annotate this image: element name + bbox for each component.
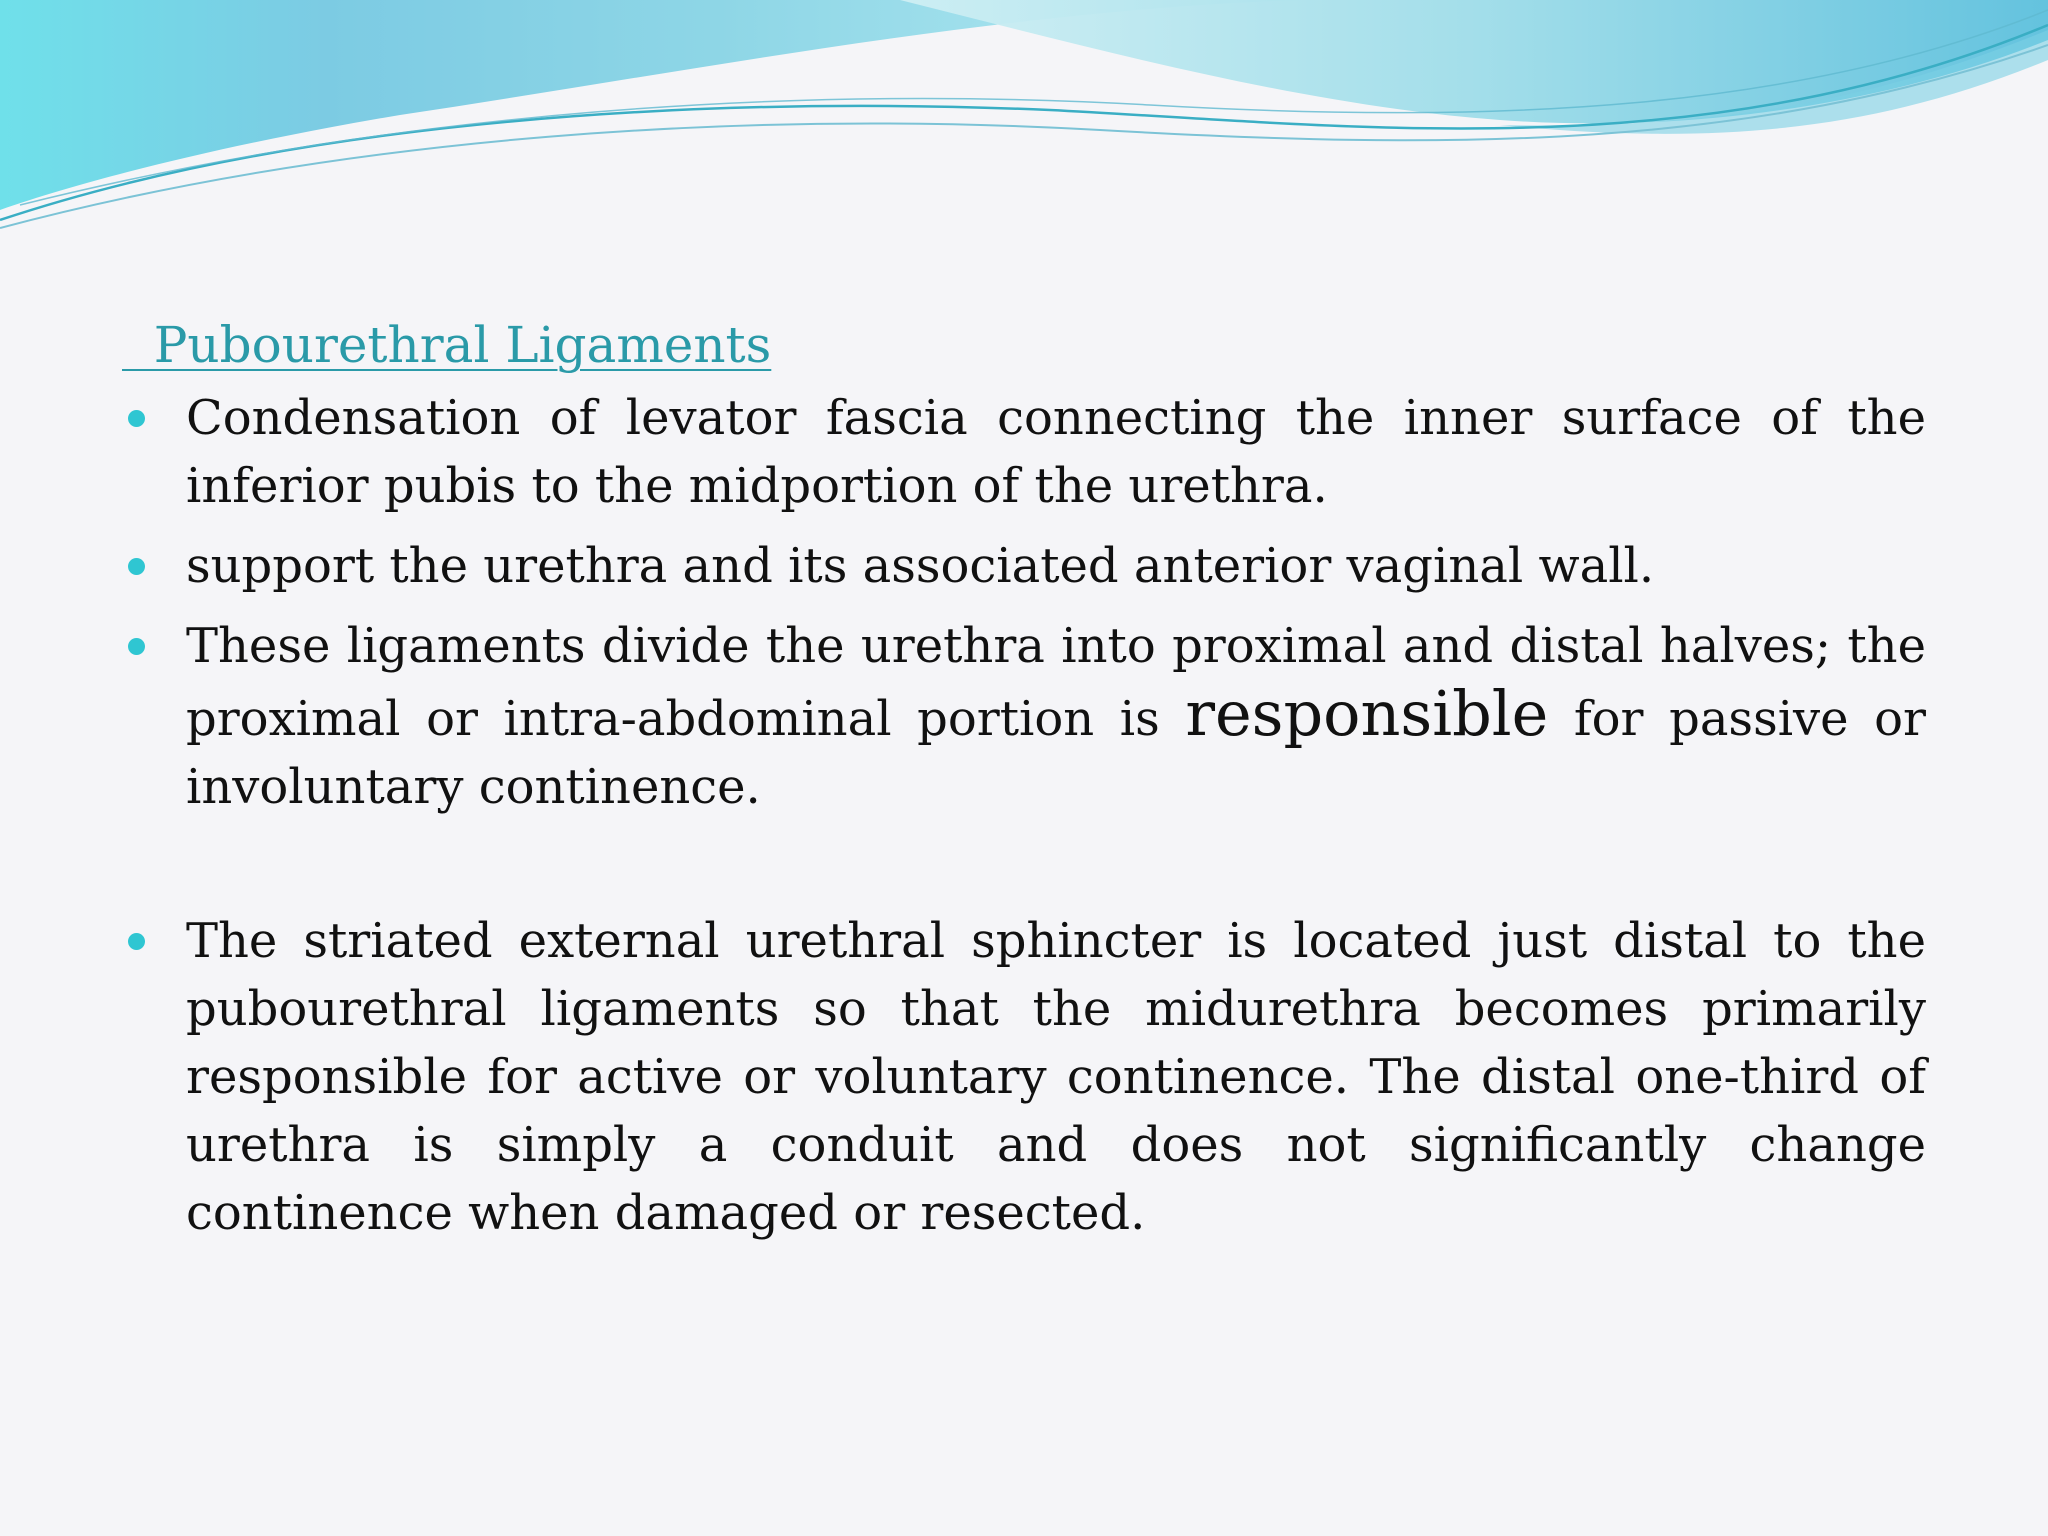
bullet-dot-icon: [128, 410, 145, 427]
bullet-item: [122, 612, 1926, 821]
slide-heading: Pubourethral Ligaments: [122, 316, 772, 374]
bullet-text: The striated external urethral sphincter is located just distal to the pubourethral ligaments so that the midurethra becomes primarily responsible for active or voluntary continence. The distal one-third of urethra is simply a conduit and does not significantly change continence when damaged or resected.: [186, 913, 1926, 1241]
bullet-dot-icon: [128, 558, 145, 575]
bullet-item: [122, 907, 1926, 1247]
bullet-item: [122, 384, 1926, 520]
bullet-dot-icon: [128, 933, 145, 950]
bullet-text-before: These ligaments divide the urethra into proximal and distal halves; the proximal or intra-abdominal portion is: [186, 618, 1926, 747]
bullet-text: support the urethra and its associated anterior vaginal wall.: [186, 538, 1655, 594]
slide-content: [122, 310, 1926, 1259]
bullet-dot-icon: [128, 638, 145, 655]
bullet-text-after: for passive or involuntary continence.: [186, 691, 1927, 815]
bullet-text: Condensation of levator fascia connecting the inner surface of the inferior pubis to the midportion of the urethra.: [186, 390, 1926, 514]
bullet-emphasis: responsible: [1185, 677, 1549, 750]
header-wave-decoration: [0, 0, 2048, 240]
bullet-list: [122, 384, 1926, 1247]
bullet-item: [122, 532, 1926, 600]
